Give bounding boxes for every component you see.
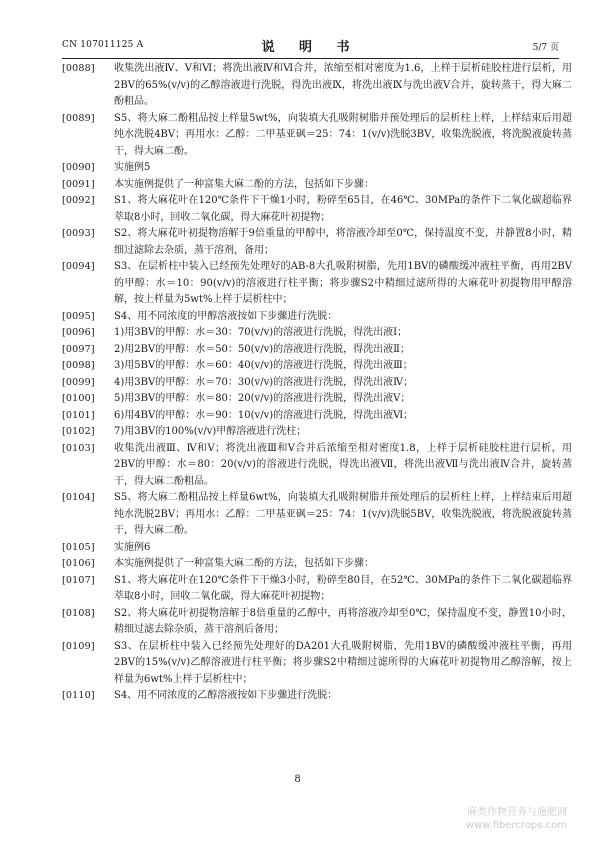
paragraph bbox=[62, 193, 572, 226]
paragraph-number: [0093] bbox=[62, 228, 95, 239]
paragraph bbox=[62, 226, 572, 259]
paragraph-number: [0099] bbox=[62, 376, 95, 388]
paragraph bbox=[62, 325, 572, 342]
paragraph bbox=[62, 342, 572, 359]
paragraph-text: S2、将大麻花叶初提物溶解于8倍重量的乙醇中，再将溶液冷却至0℃，保持温度不变，静置10小时，精细过滤去除杂质，蒸干溶剂后备用； bbox=[114, 607, 572, 635]
paragraph-text: S1、将大麻花叶在120℃条件下干燥1小时，粉碎至65目，在46℃、30MPa的条件下二氧化碳超临界萃取8小时，回收二氧化碳，得大麻花叶初提物； bbox=[114, 195, 572, 223]
paragraph-text: 6)用4BV的甲醇：水＝90：10(v/v)的溶液进行洗脱，得洗出液Ⅵ； bbox=[114, 409, 414, 421]
document-body bbox=[62, 61, 572, 705]
paragraph bbox=[62, 391, 572, 408]
paragraph bbox=[62, 540, 572, 557]
watermark-url: www.fibercrops.com bbox=[465, 820, 567, 831]
paragraph-text: S5、将大麻二酚粗品按上样量5wt%，向装填大孔吸附树脂并预处理后的层析柱上样，上样结束后用超纯水洗脱4BV；再用水：乙醇：二甲基亚砜＝25：74：1(v/v)洗脱3BV，收集洗脱液，将洗脱液旋转蒸干，得大麻二酚。 bbox=[114, 112, 572, 157]
paragraph-text: 收集洗出液Ⅳ、Ⅴ和Ⅵ；将洗出液Ⅳ和Ⅵ合并，浓缩至相对密度为1.6，上样于层析硅胶柱进行层析，用2BV的65%(v/v)的乙醇溶液进行洗脱，得洗出液Ⅸ，将洗出液Ⅸ与洗出液Ⅴ合并，旋转蒸干，得大麻二酚粗品。 bbox=[114, 63, 572, 107]
page-info: 5/7 页 bbox=[532, 43, 559, 53]
paragraph bbox=[62, 573, 572, 606]
paragraph-number: [0106] bbox=[62, 558, 95, 569]
patent-number: CN 107011125 A bbox=[62, 40, 144, 50]
paragraph-number: [0109] bbox=[62, 640, 95, 652]
page-number: 8 bbox=[294, 774, 301, 785]
paragraph bbox=[62, 111, 572, 161]
paragraph-text: S4、用不同浓度的乙醇溶液按如下步骤进行洗脱： bbox=[114, 690, 338, 701]
paragraph-number: [0105] bbox=[62, 541, 95, 553]
paragraph-number: [0108] bbox=[62, 607, 95, 619]
paragraph-number: [0089] bbox=[62, 112, 95, 124]
paragraph-number: [0104] bbox=[62, 492, 95, 503]
document-title: 说 明 书 bbox=[261, 40, 360, 55]
paragraph-text: 7)用3BV的100%(v/v)甲醇溶液进行洗柱； bbox=[114, 426, 307, 437]
paragraph-text: S2、将大麻花叶初提物溶解于9倍重量的甲醇中，将溶液冷却至0℃，保持温度不变，并静置8小时，精细过滤除去杂质，蒸干溶剂，备用； bbox=[114, 228, 572, 256]
paragraph bbox=[62, 408, 572, 425]
paragraph bbox=[62, 61, 572, 111]
paragraph-text: S5、将大麻二酚粗品按上样量6wt%，向装填大孔吸附树脂并预处理后的层析柱上样，上样结束后用超纯水洗脱2BV；再用水：乙醇：二甲基亚砜＝25：74：1(v/v)洗脱5BV，收集洗脱液，将洗脱液旋转蒸干，得大麻二酚。 bbox=[114, 492, 572, 536]
paragraph bbox=[62, 441, 572, 491]
paragraph-number: [0097] bbox=[62, 343, 95, 355]
paragraph-number: [0092] bbox=[62, 195, 95, 206]
paragraph-number: [0100] bbox=[62, 393, 95, 404]
paragraph-text: 本实施例提供了一种富集大麻二酚的方法，包括如下步骤： bbox=[114, 178, 374, 190]
header-rule bbox=[62, 58, 559, 59]
paragraph-text: 本实施例提供了一种富集大麻二酚的方法，包括如下步骤： bbox=[114, 558, 374, 569]
paragraph-number: [0110] bbox=[62, 690, 95, 701]
paragraph bbox=[62, 375, 572, 392]
paragraph-text: 4)用3BV的甲醇：水＝70：30(v/v)的溶液进行洗脱，得洗出液Ⅳ； bbox=[114, 376, 414, 388]
paragraph-text: S4、用不同浓度的甲醇溶液按如下步骤进行洗脱： bbox=[114, 310, 338, 322]
paragraph-number: [0094] bbox=[62, 261, 95, 272]
paragraph-number: [0098] bbox=[62, 360, 95, 371]
paragraph-number: [0095] bbox=[62, 310, 95, 322]
watermark bbox=[466, 806, 567, 832]
paragraph-number: [0088] bbox=[62, 63, 95, 74]
paragraph-text: 1)用3BV的甲醇：水＝30：70(v/v)的溶液进行洗脱，得洗出液Ⅰ； bbox=[114, 327, 408, 338]
paragraph-number: [0091] bbox=[62, 178, 95, 190]
paragraph bbox=[62, 688, 572, 705]
paragraph bbox=[62, 639, 572, 689]
watermark-site-name: 麻类作物营养与施肥网 bbox=[467, 807, 567, 818]
paragraph bbox=[62, 606, 572, 639]
paragraph-number: [0103] bbox=[62, 442, 95, 454]
paragraph-number: [0090] bbox=[62, 162, 95, 173]
paragraph-number: [0107] bbox=[62, 574, 95, 586]
paragraph-number: [0101] bbox=[62, 409, 95, 421]
paragraph bbox=[62, 160, 572, 177]
paragraph bbox=[62, 490, 572, 540]
paragraph-text: 5)用3BV的甲醇：水＝80：20(v/v)的溶液进行洗脱，得洗出液Ⅴ； bbox=[114, 393, 411, 404]
paragraph bbox=[62, 556, 572, 573]
paragraph-number: [0096] bbox=[62, 327, 95, 338]
paragraph-text: 3)用5BV的甲醇：水＝60：40(v/v)的溶液进行洗脱，得洗出液Ⅲ； bbox=[114, 360, 413, 371]
paragraph-text: 收集洗出液Ⅲ、Ⅳ和Ⅴ；将洗出液Ⅲ和Ⅴ合并后浓缩至相对密度1.8，上样于层析硅胶柱进行层析，用2BV的甲醇：水＝80：20(v/v)的溶液进行洗脱，得洗出液Ⅶ，将洗出液Ⅶ与洗出液Ⅳ合并，旋转蒸干，得大麻二酚粗品。 bbox=[114, 442, 572, 487]
paragraph-text: 实施例6 bbox=[114, 541, 151, 553]
paragraph-text: S1、将大麻花叶在120℃条件下干燥3小时，粉碎至80目，在52℃、30MPa的条件下二氧化碳超临界萃取8小时，回收二氧化碳，得大麻花叶初提物； bbox=[114, 574, 572, 602]
paragraph-number: [0102] bbox=[62, 426, 95, 437]
paragraph bbox=[62, 424, 572, 441]
paragraph bbox=[62, 358, 572, 375]
paragraph-text: 实施例5 bbox=[114, 162, 151, 173]
paragraph-text: 2)用2BV的甲醇：水＝50：50(v/v)的溶液进行洗脱，得洗出液Ⅱ； bbox=[114, 343, 410, 355]
page-header bbox=[62, 36, 559, 56]
paragraph bbox=[62, 177, 572, 194]
paragraph bbox=[62, 259, 572, 309]
paragraph-text: S3、在层析柱中装入已经预先处理好的AB-8大孔吸附树脂，先用1BV的磷酸缓冲液柱平衡，再用2BV的甲醇：水＝10：90(v/v)的溶液进行柱平衡；将步骤S2中精细过滤所得的大麻花叶初提物用甲醇溶解，按上样量为5wt%上样于层析柱中； bbox=[114, 261, 572, 305]
paragraph bbox=[62, 309, 572, 326]
paragraph-text: S3、在层析柱中装入已经预先处理好的DA201大孔吸附树脂，先用1BV的磷酸缓冲液柱平衡，再用2BV的15%(v/v)乙醇溶液进行柱平衡；将步骤S2中精细过滤所得的大麻花叶初提物用乙醇溶解，按上样量为6wt%上样于层析柱中； bbox=[114, 640, 572, 685]
